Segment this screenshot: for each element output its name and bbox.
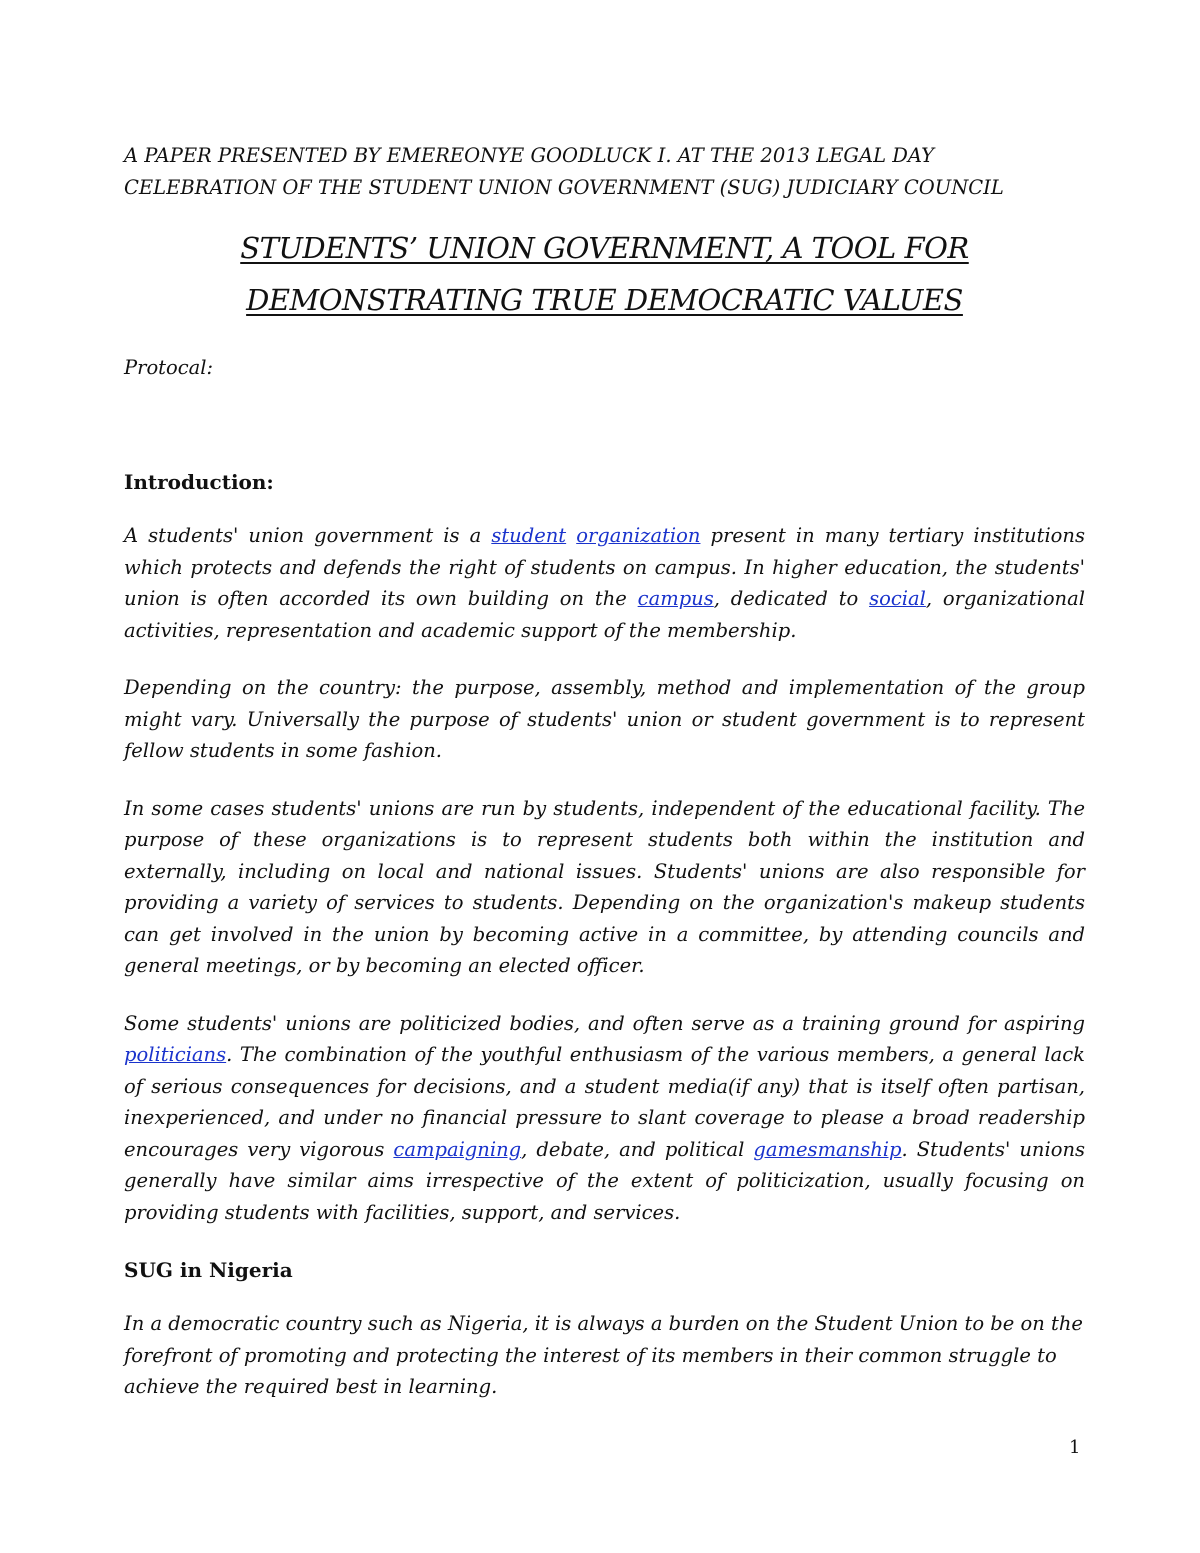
page-number: 1 bbox=[1069, 1437, 1081, 1458]
paragraph-4-text-d: . Students' unions generally have similar aims irrespective of the extent of politicization, usually focusing on providing students with facilities, support, and services. bbox=[124, 1137, 1086, 1224]
sug-nigeria-heading: SUG in Nigeria bbox=[124, 1258, 293, 1282]
paragraph-1-text-c: , dedicated to bbox=[713, 587, 870, 610]
paragraph-1-text-b: present in many tertiary institutions which protects and defends the right of students on campus. In higher education, the students' union is often accorded its own building on the bbox=[124, 524, 1085, 610]
link-campaigning[interactable]: campaigning bbox=[393, 1137, 522, 1161]
paragraph-1-text-d: , organizational activities, representation and academic support of the membership. bbox=[124, 587, 1085, 642]
presenter-line: A PAPER PRESENTED BY EMEREONYE GOODLUCK I. AT THE 2013 LEGAL DAY CELEBRATION OF THE STUDENT UNION GOVERNMENT (SUG) JUDICIARY COUNCIL bbox=[124, 144, 1004, 199]
paragraph-1-space bbox=[566, 524, 576, 547]
link-campus[interactable]: campus bbox=[637, 587, 714, 610]
title-line-1: STUDENTS’ UNION GOVERNMENT, A TOOL FOR bbox=[240, 231, 969, 265]
paragraph-4-text-b: . The combination of the youthful enthusiasm of the various members, a general lack of serious consequences for decisions, and a student media(if any) that is itself often partisan, inexperienced, and under no financial pressure to slant coverage to please a broad readership encourages very vigorous bbox=[124, 1043, 1085, 1161]
document-body bbox=[124, 140, 1085, 1429]
paragraph-4-text-a: Some students' unions are politicized bodies, and often serve as a training ground for aspiring bbox=[124, 1011, 1085, 1035]
paragraph-5: In a democratic country such as Nigeria, it is always a burden on the Student Union to be on the forefront of promoting and protecting the interest of its members in their common struggle to achieve the required best in learning. bbox=[124, 1312, 1083, 1398]
link-politicians[interactable]: politicians bbox=[124, 1043, 227, 1066]
document-title bbox=[124, 222, 1085, 326]
link-gamesmanship[interactable]: gamesmanship bbox=[753, 1137, 902, 1161]
introduction-heading: Introduction: bbox=[124, 470, 274, 494]
paragraph-4 bbox=[124, 1008, 1085, 1229]
protocol-label: Protocal: bbox=[124, 356, 214, 379]
paragraph-1 bbox=[124, 520, 1085, 646]
link-organization[interactable]: organization bbox=[576, 524, 701, 547]
paragraph-1-text-a: A students' union government is a bbox=[124, 524, 492, 547]
link-student[interactable]: student bbox=[491, 524, 567, 547]
link-social[interactable]: social bbox=[869, 587, 926, 610]
title-line-2: DEMONSTRATING TRUE DEMOCRATIC VALUES bbox=[246, 283, 963, 317]
paragraph-2: Depending on the country: the purpose, assembly, method and implementation of the group might vary. Universally the purpose of students' union or student government is to represent fellow students in some fashion. bbox=[124, 676, 1085, 762]
paragraph-4-text-c: , debate, and political bbox=[521, 1137, 754, 1161]
paragraph-3: In some cases students' unions are run by students, independent of the educational facility. The purpose of these organizations is to represent students both within the institution and externally, including on local and national issues. Students' unions are also responsible for providing a variety of services to students. Depending on the organization's makeup students can get involved in the union by becoming active in a committee, by attending councils and general meetings, or by becoming an elected officer. bbox=[124, 796, 1085, 977]
